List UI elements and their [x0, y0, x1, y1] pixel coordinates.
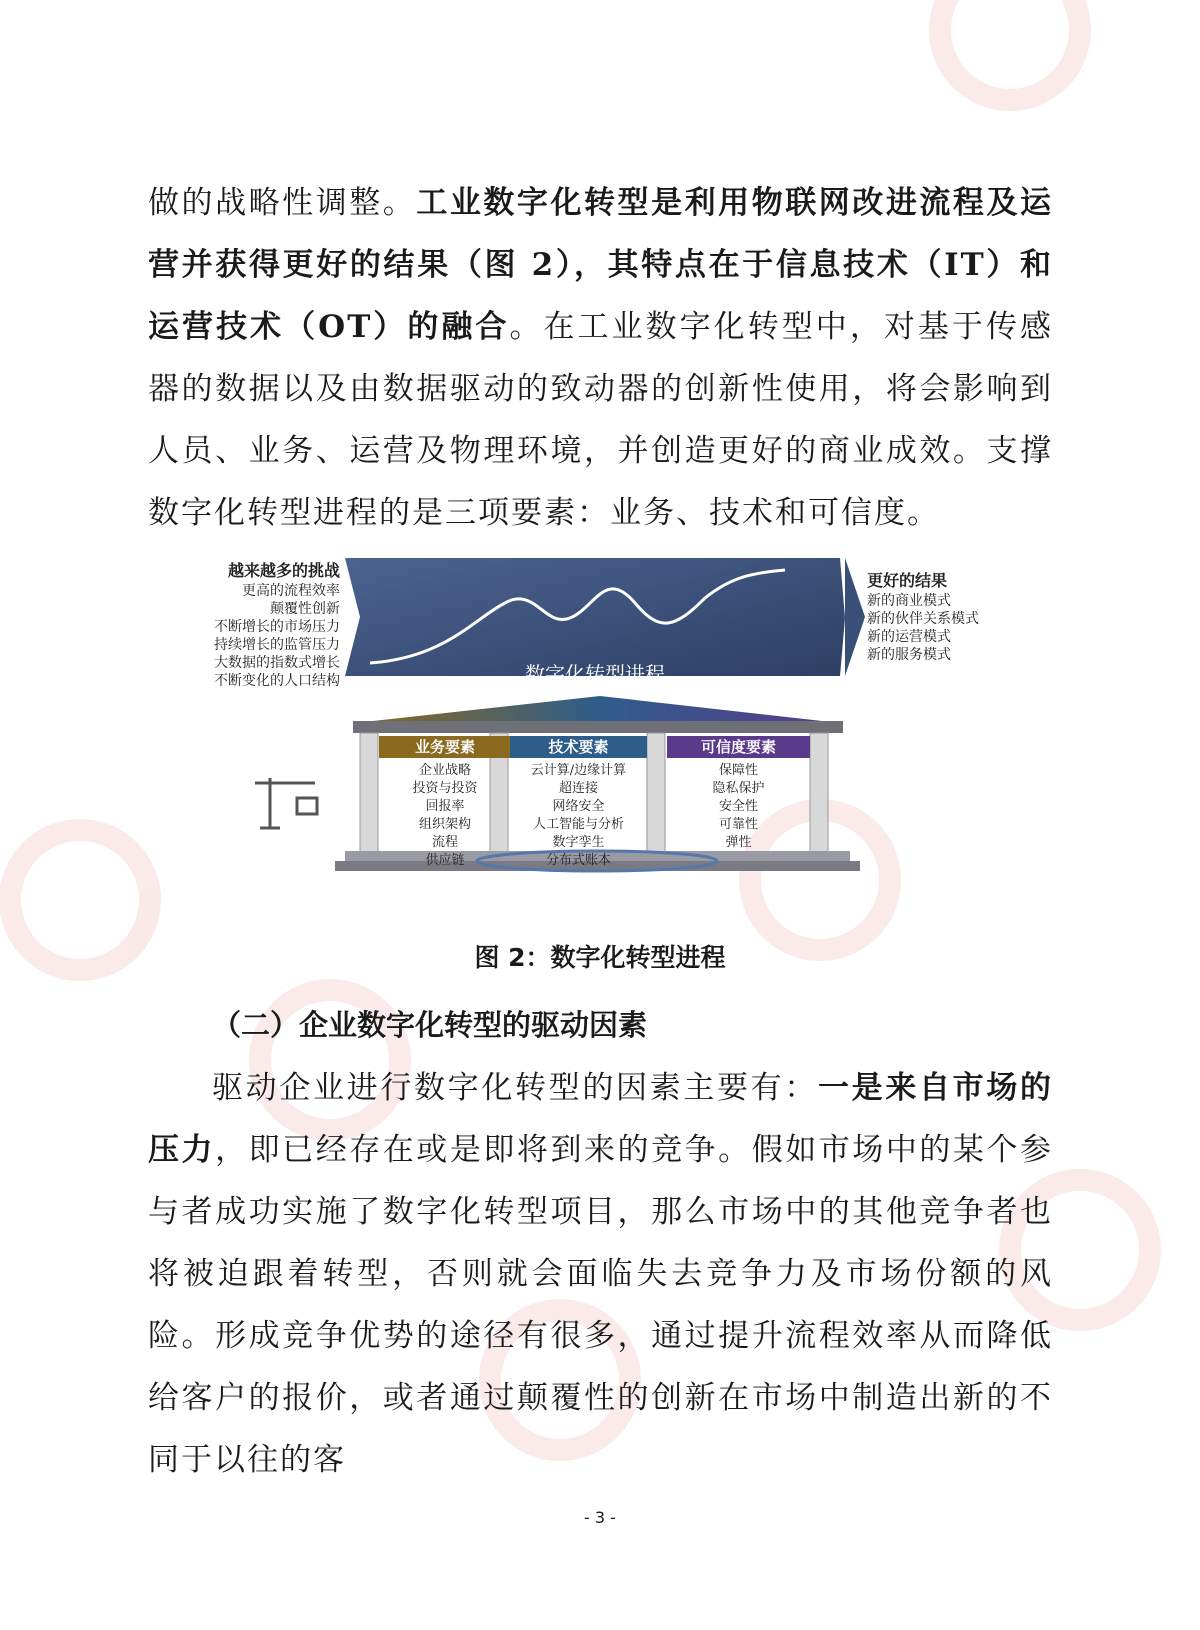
column-item: 可靠性	[718, 817, 758, 832]
column-title: 技术要素	[510, 736, 647, 758]
column-item: 企业战略	[418, 763, 471, 778]
column-item: 网络安全	[552, 799, 605, 814]
column-item: 超连接	[558, 781, 598, 796]
paragraph-1	[148, 172, 1053, 544]
column-item: 回报率	[425, 799, 465, 814]
challenges-title: 越来越多的挑战	[227, 561, 340, 580]
challenge-item: 不断增长的市场压力	[214, 619, 340, 635]
figure-caption: 图 2：数字化转型进程	[474, 943, 726, 972]
result-item: 新的伙伴关系模式	[867, 611, 979, 627]
roof	[355, 696, 840, 723]
challenge-item: 持续增长的监管压力	[214, 637, 340, 653]
column-technology	[510, 736, 647, 870]
column-item: 供应链	[425, 853, 465, 868]
result-item: 新的商业模式	[867, 593, 951, 609]
p2-text-a: 驱动企业进行数字化转型的因素主要有：	[212, 1070, 818, 1106]
p1-text-b: 。在工业数字化转型中，对基于传感器的数据以及由数据驱动的致动器的创新性使用，将会影响到人员、业务、运营及物理环境，并创造更好的商业成效。支撑数字化转型进程的是三项要素：业务、技术和可信度。	[148, 309, 1054, 531]
challenge-item: 更高的流程效率	[242, 583, 340, 599]
column-business	[379, 736, 511, 870]
column-trust	[667, 736, 810, 852]
column-title: 业务要素	[379, 736, 511, 758]
p1-text-a: 做的战略性调整。	[148, 185, 417, 221]
column-title: 可信度要素	[667, 736, 810, 758]
column-item: 隐私保护	[712, 781, 765, 796]
banner-label: 数字化转型进程	[525, 662, 665, 686]
page-number: - 3 -	[584, 1508, 616, 1527]
challenge-item: 不断变化的人口结构	[214, 673, 340, 689]
challenge-item: 大数据的指数式增长	[214, 655, 340, 671]
crane-icon	[255, 778, 317, 828]
section-heading: （二）企业数字化转型的驱动因素	[212, 1008, 648, 1042]
column-item: 流程	[431, 835, 458, 850]
results-list	[867, 570, 1017, 664]
column-item: 云计算/边缘计算	[530, 763, 627, 778]
p2-text-b: ，即已经存在或是即将到来的竞争。假如市场中的某个参与者成功实施了数字化转型项目，那么市场中的其他竞争者也将被迫跟着转型，否则就会面临失去竞争力及市场份额的风险。形成竞争优势的途径有很多，通过提升流程效率从而降低给客户的报价，或者通过颠覆性的创新在市场中制造出新的不同于以往的客	[148, 1132, 1053, 1478]
column-item: 安全性	[718, 799, 758, 814]
column-item: 弹性	[725, 835, 752, 850]
column-item: 数字孪生	[552, 835, 605, 850]
paragraph-2	[148, 1057, 1053, 1491]
column-item: 人工智能与分析	[532, 817, 624, 832]
figure-digital-transformation	[185, 558, 1015, 918]
challenge-item: 颠覆性创新	[270, 601, 340, 617]
results-arrow-icon	[845, 558, 865, 676]
column-item: 保障性	[718, 763, 758, 778]
results-title: 更好的结果	[867, 571, 948, 590]
column-item: 组织架构	[418, 817, 471, 832]
result-item: 新的服务模式	[867, 647, 951, 663]
challenges-list	[185, 560, 340, 690]
p1-text-bold: 工业数字化转型是利用物联网改进流程及运营并获得更好的结果（图 2），其特点在于信息技术（IT）和运营技术（OT）的融合	[148, 185, 1054, 345]
column-item: 投资与投资	[412, 781, 478, 796]
p2-text-bold: 一是来自市场的压力	[148, 1070, 1053, 1168]
result-item: 新的运营模式	[867, 629, 951, 645]
column-item: 分布式账本	[545, 853, 611, 868]
